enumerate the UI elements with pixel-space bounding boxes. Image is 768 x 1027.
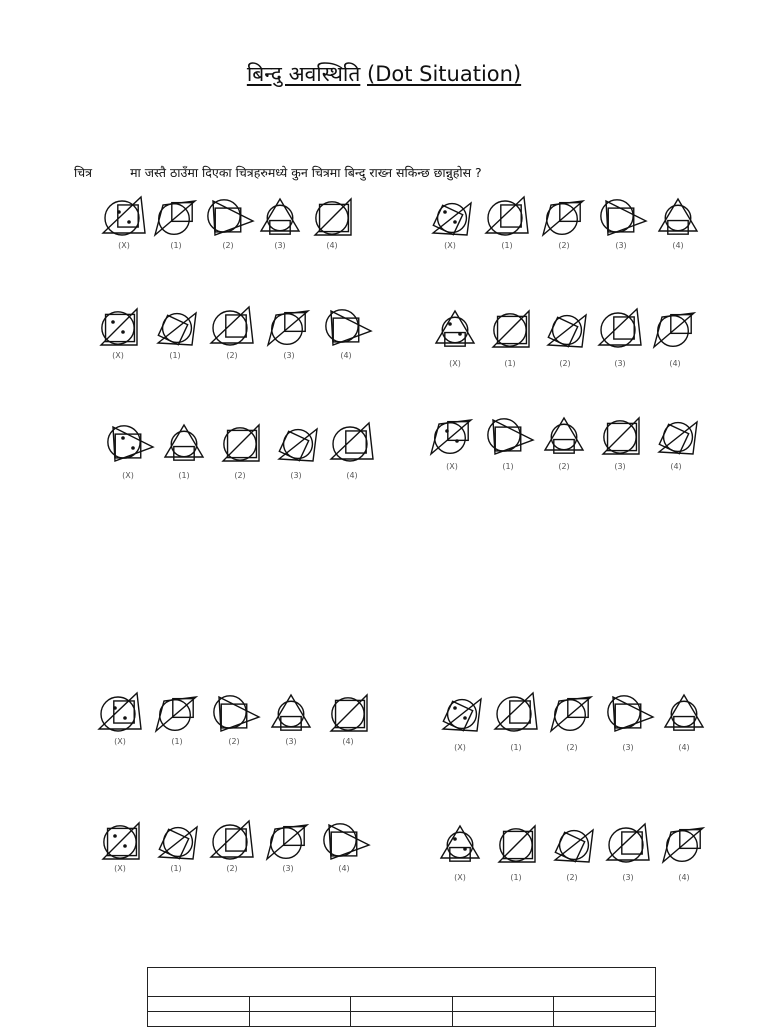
option-figure[interactable] [268, 311, 308, 345]
option-figure[interactable] [223, 425, 259, 461]
figure-label: (1) [504, 359, 516, 368]
answer-cell[interactable] [351, 997, 453, 1012]
dot-marker [113, 834, 117, 838]
figure-label: (2) [234, 471, 246, 480]
figure-label: (3) [283, 351, 295, 360]
question-q10 [441, 824, 703, 882]
option-figure[interactable] [551, 697, 591, 731]
option-figure[interactable] [548, 315, 586, 347]
square-shape [495, 427, 521, 451]
triangle-shape [659, 422, 697, 454]
square-shape [445, 333, 465, 347]
figure-label: (3) [622, 743, 634, 752]
dot-marker [123, 716, 127, 720]
option-figure[interactable] [495, 693, 537, 731]
circle-shape [447, 832, 473, 858]
circle-shape [497, 697, 531, 731]
square-shape [554, 440, 574, 454]
dot-marker [448, 322, 452, 326]
question-q8 [443, 693, 703, 752]
triangle-shape [279, 429, 317, 461]
circle-shape [171, 431, 197, 457]
option-figure[interactable] [211, 307, 253, 345]
triangle-shape [158, 313, 196, 345]
option-figure[interactable] [279, 429, 317, 461]
figure-label: (X) [449, 359, 461, 368]
triangle-shape [261, 199, 299, 231]
square-shape [270, 221, 290, 235]
option-figure[interactable] [654, 313, 694, 347]
square-shape [331, 832, 357, 856]
figure-label: (X) [444, 241, 456, 250]
dot-marker [123, 844, 127, 848]
dot-marker [453, 706, 457, 710]
figure-label: (X) [454, 743, 466, 752]
square-shape [215, 208, 241, 232]
option-figure[interactable] [545, 418, 583, 453]
figure-label: (2) [222, 241, 234, 250]
dot-marker [453, 837, 457, 841]
figure-label: (4) [669, 359, 681, 368]
square-shape [228, 430, 257, 457]
square-shape [281, 717, 301, 731]
option-figure[interactable] [663, 828, 703, 862]
question-q5 [108, 423, 373, 480]
circle-shape [213, 311, 247, 345]
question-q6 [431, 418, 697, 471]
dot-marker [458, 332, 462, 336]
figure-label: (4) [326, 241, 338, 250]
option-figure[interactable] [165, 425, 203, 460]
circle-shape [278, 701, 304, 727]
circle-shape [488, 201, 522, 235]
triangle-shape [555, 830, 593, 862]
figure-label: (4) [346, 471, 358, 480]
figure-label: (2) [559, 359, 571, 368]
option-figure[interactable] [499, 826, 535, 862]
option-figure[interactable] [543, 201, 583, 235]
figure-label: (2) [566, 873, 578, 882]
reference-figure [108, 426, 153, 461]
option-figure[interactable] [331, 695, 367, 731]
option-figure[interactable] [607, 824, 649, 862]
option-figure[interactable] [158, 313, 196, 345]
figure-label: (2) [558, 462, 570, 471]
option-figure[interactable] [261, 199, 299, 234]
circle-shape [609, 828, 643, 862]
figure-label: (X) [122, 471, 134, 480]
square-shape [108, 828, 137, 855]
figure-label: (1) [502, 462, 514, 471]
square-shape [115, 434, 141, 458]
answer-cell[interactable] [452, 997, 554, 1012]
dot-marker [121, 436, 125, 440]
figure-label: (4) [678, 873, 690, 882]
answer-cell[interactable] [249, 997, 351, 1012]
answer-cell[interactable] [351, 1012, 453, 1027]
figure-label: (1) [169, 351, 181, 360]
square-shape [668, 221, 688, 235]
figure-label: (X) [454, 873, 466, 882]
reference-figure [103, 197, 145, 235]
answer-cell[interactable] [554, 1012, 656, 1027]
triangle-shape [659, 199, 697, 231]
circle-shape [213, 825, 247, 859]
circle-shape [267, 205, 293, 231]
option-figure[interactable] [659, 422, 697, 454]
reference-figure [443, 699, 481, 731]
triangle-shape [441, 826, 479, 858]
figure-label: (3) [285, 737, 297, 746]
square-shape [336, 700, 365, 727]
triangle-shape [159, 827, 197, 859]
square-shape [498, 316, 527, 343]
square-shape [333, 318, 359, 342]
option-figure[interactable] [211, 821, 253, 859]
dot-marker [463, 847, 467, 851]
figure-label: (1) [178, 471, 190, 480]
figure-label: (4) [678, 743, 690, 752]
triangle-shape [165, 425, 203, 457]
question-q9 [103, 821, 369, 873]
figure-label: (2) [566, 743, 578, 752]
option-figure[interactable] [156, 697, 196, 731]
title-english: (Dot Situation) [367, 62, 522, 86]
option-figure[interactable] [331, 423, 373, 461]
dot-marker [117, 210, 121, 214]
option-figure[interactable] [208, 200, 253, 235]
figure-label: (3) [274, 241, 286, 250]
option-figure[interactable] [486, 197, 528, 235]
figure-label: (3) [622, 873, 634, 882]
square-shape [608, 208, 634, 232]
circle-shape [551, 424, 577, 450]
instruction-text: मा जस्तै ठाउँमा दिएका चित्रहरुमध्ये कुन चित्रमा बिन्दु राख्न सकिन्छ छान्नुहोस ? [130, 165, 482, 180]
title-devanagari: बिन्दु अवस्थिति [246, 62, 361, 86]
triangle-shape [272, 695, 310, 727]
dot-marker [121, 330, 125, 334]
figure-label: (4) [338, 864, 350, 873]
reference-figure [101, 309, 137, 345]
option-figure[interactable] [608, 696, 653, 731]
square-shape [504, 831, 533, 858]
reference-figure [436, 311, 474, 346]
figure-label: (3) [290, 471, 302, 480]
figure-label: (1) [171, 737, 183, 746]
option-figure[interactable] [603, 418, 639, 454]
figure-label: (1) [170, 864, 182, 873]
answer-cell[interactable] [249, 1012, 351, 1027]
dot-marker [455, 439, 459, 443]
figure-label: (3) [614, 359, 626, 368]
option-figure[interactable] [272, 695, 310, 730]
reference-figure [433, 203, 471, 235]
figure-label: (X) [114, 737, 126, 746]
triangle-shape [545, 418, 583, 450]
figure-label: (4) [340, 351, 352, 360]
square-shape [674, 717, 694, 731]
option-figure[interactable] [599, 309, 641, 347]
reference-figure [431, 420, 471, 454]
answer-table [147, 967, 656, 1027]
answer-cell[interactable] [452, 1012, 554, 1027]
reference-figure [441, 826, 479, 861]
circle-shape [333, 427, 367, 461]
dot-marker [113, 706, 117, 710]
circle-shape [105, 201, 139, 235]
square-shape [320, 204, 349, 231]
option-figure[interactable] [488, 419, 533, 454]
option-figure[interactable] [267, 825, 307, 859]
dot-marker [111, 320, 115, 324]
question-q4 [436, 309, 694, 368]
figure-label: (4) [342, 737, 354, 746]
option-figure[interactable] [324, 824, 369, 859]
instruction-lead: चित्र [74, 165, 93, 180]
reference-figure [103, 823, 139, 859]
figure-label: (2) [226, 864, 238, 873]
figure-label: (2) [226, 351, 238, 360]
square-shape [608, 423, 637, 450]
answer-cell[interactable] [554, 997, 656, 1012]
square-shape [174, 447, 194, 461]
option-figure[interactable] [601, 200, 646, 235]
triangle-shape [443, 699, 481, 731]
circle-shape [601, 313, 635, 347]
option-figure[interactable] [659, 199, 697, 234]
triangle-shape [436, 311, 474, 343]
figure-label: (1) [510, 743, 522, 752]
triangle-shape [433, 203, 471, 235]
answer-cell[interactable] [148, 997, 250, 1012]
figure-label: (1) [501, 241, 513, 250]
square-shape [450, 848, 470, 862]
circle-shape [665, 205, 691, 231]
figure-label: (X) [446, 462, 458, 471]
figure-label: (2) [228, 737, 240, 746]
triangle-shape [548, 315, 586, 347]
figure-label: (4) [670, 462, 682, 471]
figure-label: (1) [510, 873, 522, 882]
option-figure[interactable] [665, 695, 703, 730]
reference-figure [99, 693, 141, 731]
circle-shape [442, 317, 468, 343]
dot-marker [463, 716, 467, 720]
dot-marker [445, 429, 449, 433]
square-shape [106, 314, 135, 341]
option-figure[interactable] [315, 199, 351, 235]
option-figure[interactable] [214, 696, 259, 731]
dot-marker [443, 210, 447, 214]
figure-label: (4) [672, 241, 684, 250]
triangle-shape [665, 695, 703, 727]
figure-label: (2) [558, 241, 570, 250]
answer-cell[interactable] [148, 1012, 250, 1027]
figure-label: (X) [112, 351, 124, 360]
figure-label: (X) [114, 864, 126, 873]
square-shape [615, 704, 641, 728]
option-figure[interactable] [555, 830, 593, 862]
dot-marker [131, 446, 135, 450]
option-figure[interactable] [493, 311, 529, 347]
figure-label: (1) [170, 241, 182, 250]
figure-label: (3) [614, 462, 626, 471]
figure-label: (3) [615, 241, 627, 250]
dot-marker [127, 220, 131, 224]
circle-shape [671, 701, 697, 727]
option-figure[interactable] [155, 201, 195, 235]
figure-label: (3) [282, 864, 294, 873]
question-q1 [103, 197, 351, 250]
circle-shape [101, 697, 135, 731]
square-shape [221, 704, 247, 728]
question-q2 [433, 197, 697, 250]
option-figure[interactable] [159, 827, 197, 859]
question-q3 [101, 307, 371, 360]
dot-marker [453, 220, 457, 224]
answer-table-header [148, 968, 656, 997]
figure-label: (X) [118, 241, 130, 250]
option-figure[interactable] [326, 310, 371, 345]
question-q7 [99, 693, 367, 746]
